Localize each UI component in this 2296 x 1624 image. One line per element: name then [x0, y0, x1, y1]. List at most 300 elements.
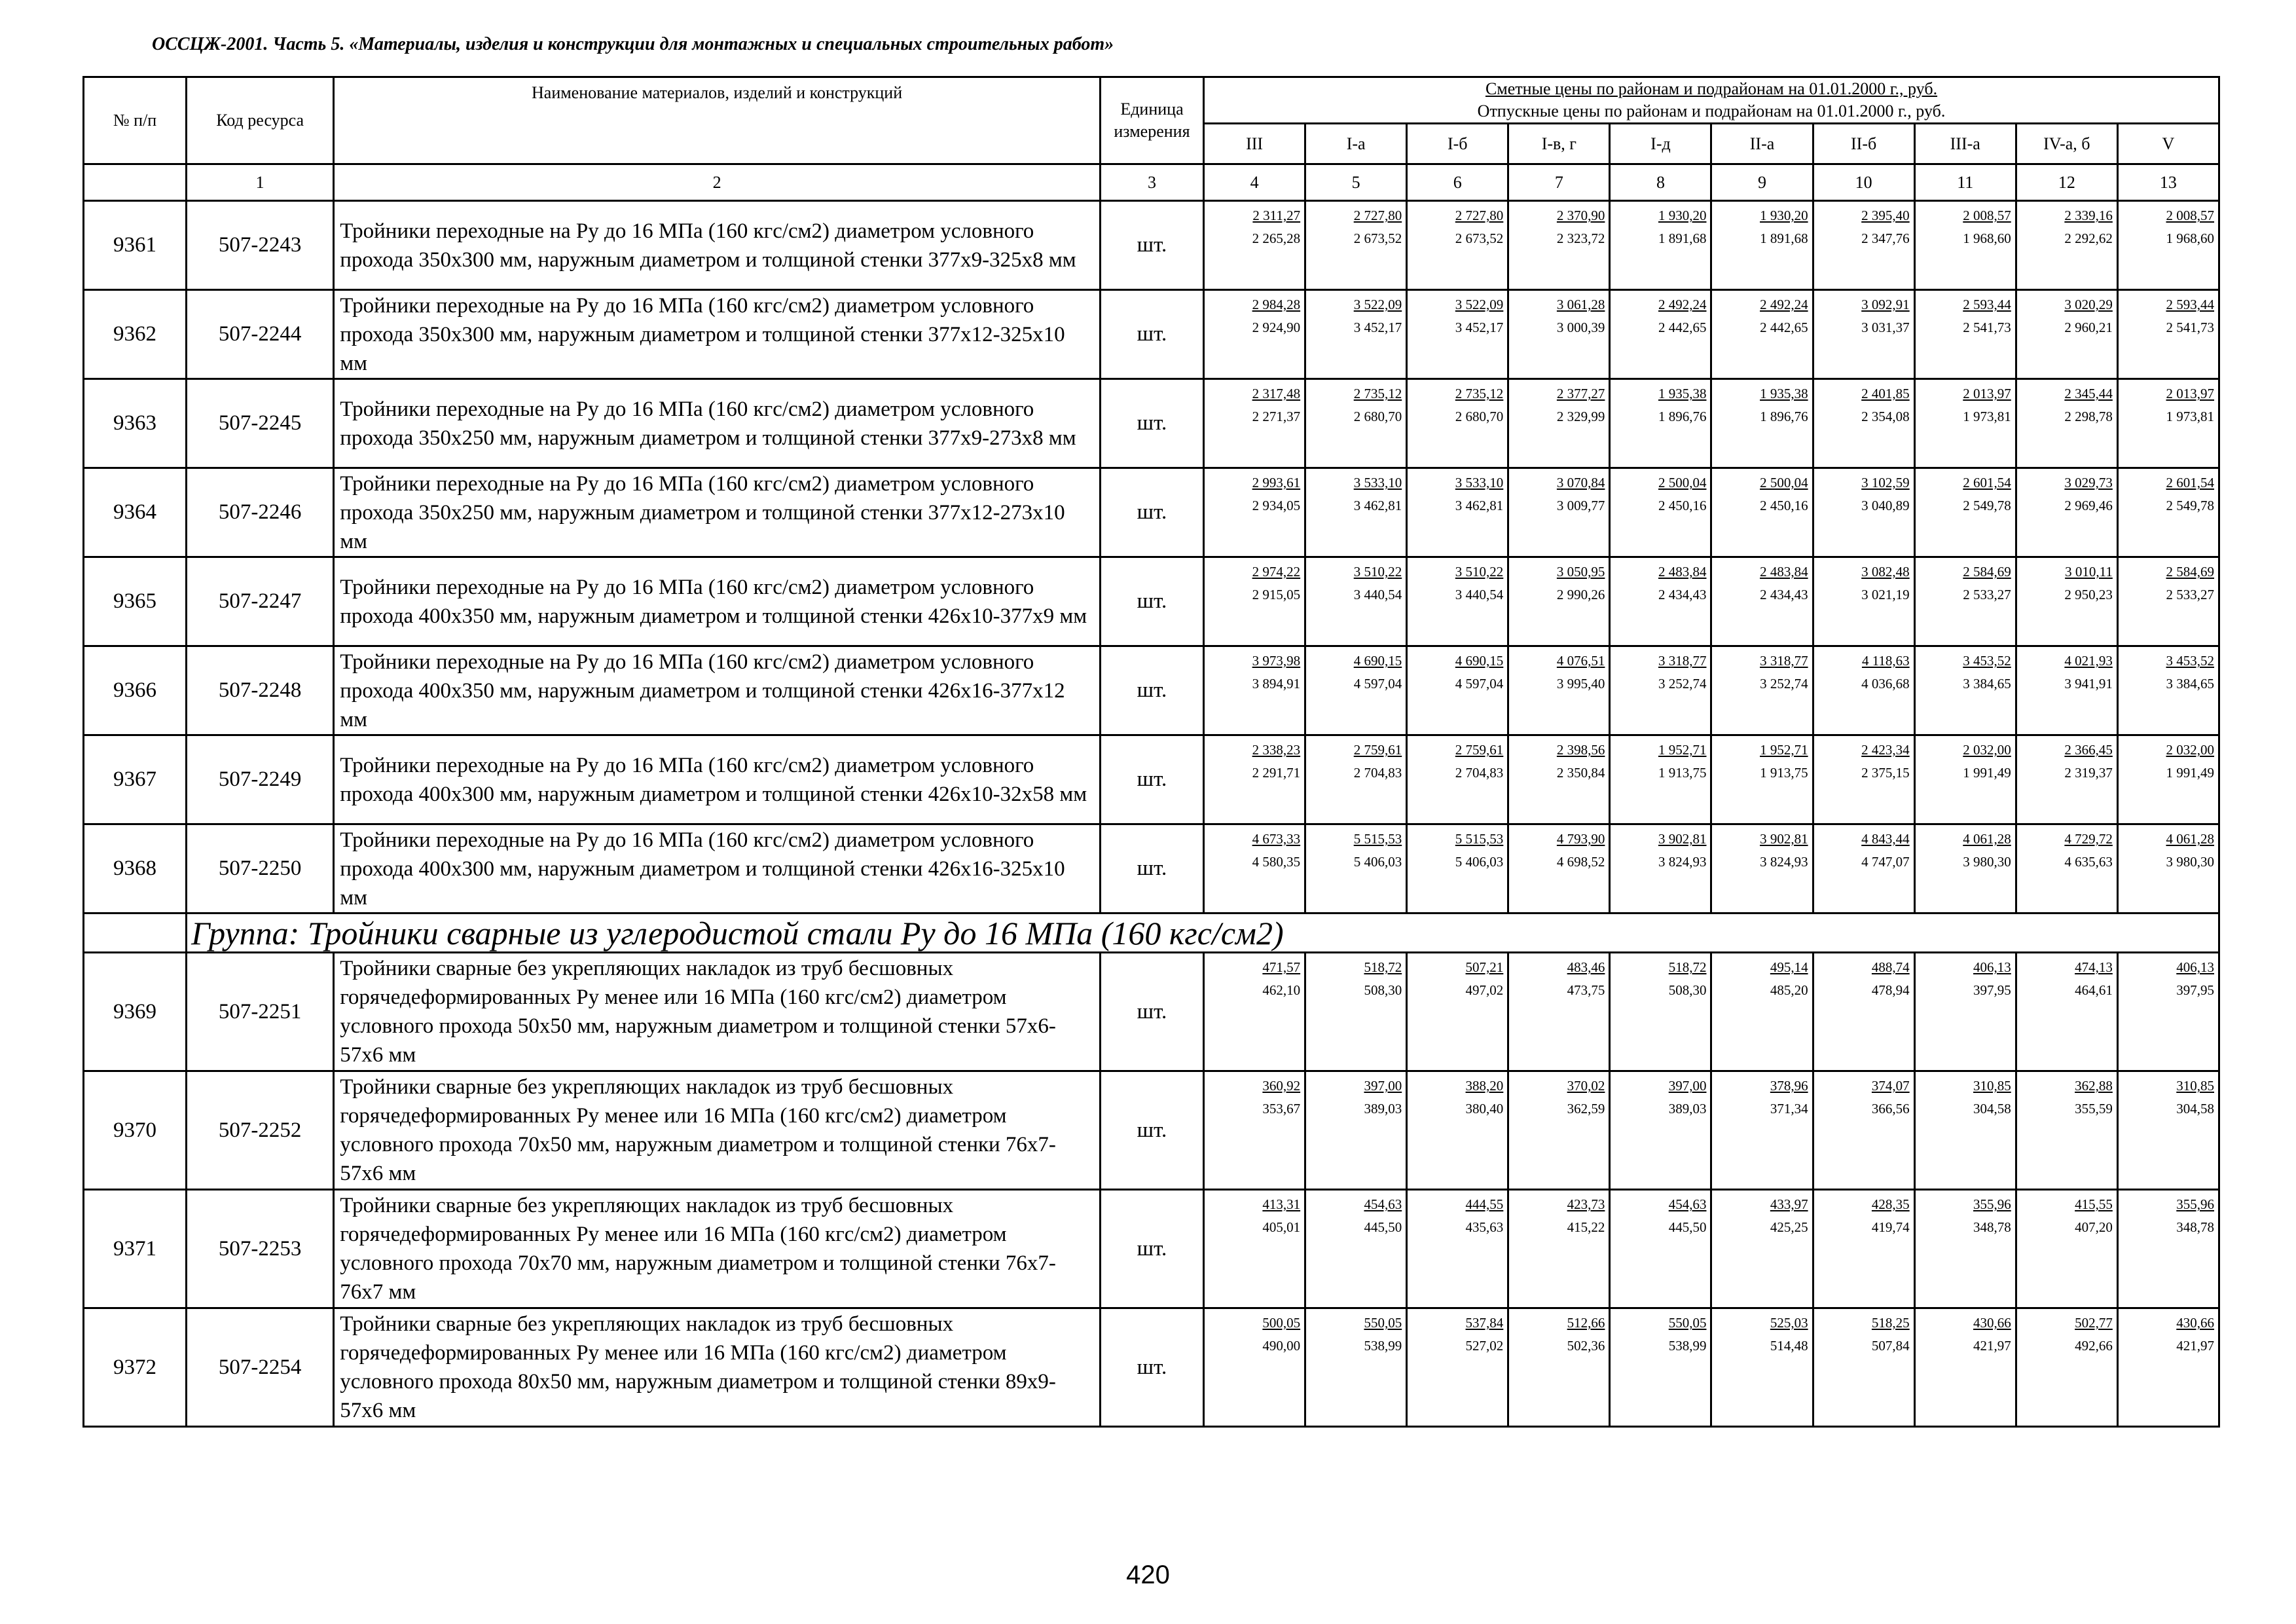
price-cell: [1407, 1190, 1508, 1308]
unit-of-measure: шт.: [1100, 824, 1203, 913]
resource-code: 507-2243: [187, 201, 334, 290]
price-cell: [2117, 735, 2219, 824]
release-price: 2 319,37: [2064, 765, 2113, 781]
estimated-price: 360,92: [1262, 1078, 1301, 1094]
estimated-price: 550,05: [1364, 1315, 1402, 1331]
resource-code: 507-2244: [187, 290, 334, 379]
resource-code: 507-2253: [187, 1190, 334, 1308]
estimated-price: 3 029,73: [2064, 475, 2113, 490]
price-cell: [1914, 735, 2016, 824]
resource-code: 507-2254: [187, 1308, 334, 1427]
estimated-price: 374,07: [1871, 1078, 1910, 1094]
price-cell: [1711, 735, 1813, 824]
estimated-price: 3 533,10: [1455, 475, 1504, 490]
estimated-price: 2 008,57: [2166, 208, 2214, 223]
release-price: 4 635,63: [2064, 854, 2113, 870]
estimated-price: 500,05: [1262, 1315, 1301, 1331]
group-row-empty: [84, 913, 187, 953]
release-price: 2 934,05: [1252, 498, 1301, 513]
release-price: 497,02: [1465, 982, 1504, 998]
release-price: 3 452,17: [1455, 320, 1504, 335]
price-cell: [1305, 953, 1407, 1071]
row-number: 9361: [84, 201, 187, 290]
estimated-price: 4 690,15: [1455, 653, 1504, 669]
price-cell: [1204, 1190, 1305, 1308]
estimated-price: 4 843,44: [1861, 831, 1910, 847]
release-price: 304,58: [2176, 1101, 2214, 1116]
release-price: 3 384,65: [1963, 676, 2011, 692]
release-price: 3 031,37: [1861, 320, 1910, 335]
release-price: 2 924,90: [1252, 320, 1301, 335]
price-cell: [1914, 1190, 2016, 1308]
estimated-price: 483,46: [1567, 959, 1605, 975]
price-cell: [1204, 557, 1305, 646]
price-cell: [1204, 953, 1305, 1071]
row-number: 9370: [84, 1071, 187, 1190]
release-price: 507,84: [1871, 1338, 1910, 1354]
release-price: 1 913,75: [1760, 765, 1808, 781]
release-price: 419,74: [1871, 1219, 1910, 1235]
unit-of-measure: шт.: [1100, 953, 1203, 1071]
price-cell: [1305, 1308, 1407, 1427]
release-price: 1 968,60: [1963, 231, 2011, 246]
estimated-price: 3 318,77: [1658, 653, 1707, 669]
price-cell: [1914, 1308, 2016, 1427]
estimated-price: 310,85: [1973, 1078, 2011, 1094]
estimated-price: 488,74: [1871, 959, 1910, 975]
release-price: 3 462,81: [1353, 498, 1402, 513]
release-price: 2 292,62: [2064, 231, 2113, 246]
region-header: I-д: [1610, 124, 1711, 164]
estimated-price: 454,63: [1364, 1196, 1402, 1212]
price-cell: [1508, 1071, 1610, 1190]
release-price: 366,56: [1871, 1101, 1910, 1116]
release-price: 3 894,91: [1252, 676, 1301, 692]
document-header: ОССЦЖ-2001. Часть 5. «Материалы, изделия и конструкции для монтажных и специальных строительных работ»: [152, 34, 1114, 54]
estimated-price: 3 973,98: [1252, 653, 1301, 669]
price-cell: [2016, 1308, 2117, 1427]
release-price: 1 968,60: [2166, 231, 2214, 246]
table-row: [84, 824, 2219, 913]
release-price: 527,02: [1465, 1338, 1504, 1354]
estimated-price: 406,13: [1973, 959, 2011, 975]
estimated-price: 518,72: [1364, 959, 1402, 975]
estimated-price: 2 601,54: [2166, 475, 2214, 490]
estimated-price: 518,72: [1668, 959, 1707, 975]
resource-code: 507-2247: [187, 557, 334, 646]
row-number: 9369: [84, 953, 187, 1071]
estimated-price: 3 522,09: [1353, 297, 1402, 312]
estimated-price: 474,13: [2075, 959, 2113, 975]
row-number: 9372: [84, 1308, 187, 1427]
estimated-price: 388,20: [1465, 1078, 1504, 1094]
table-row: [84, 1308, 2219, 1427]
price-cell: [2016, 735, 2117, 824]
price-cell: [1813, 1071, 1914, 1190]
estimated-price: 2 366,45: [2064, 742, 2113, 758]
release-price: 473,75: [1567, 982, 1605, 998]
release-price: 415,22: [1567, 1219, 1605, 1235]
price-cell: [1305, 824, 1407, 913]
release-price: 2 541,73: [2166, 320, 2214, 335]
release-price: 2 533,27: [1963, 587, 2011, 602]
release-price: 421,97: [1973, 1338, 2011, 1354]
release-price: 371,34: [1770, 1101, 1808, 1116]
price-cell: [1610, 468, 1711, 557]
release-price: 2 271,37: [1252, 409, 1301, 424]
release-price: 304,58: [1973, 1101, 2011, 1116]
region-header: V: [2117, 124, 2219, 164]
price-header-estimated: Сметные цены по районам и подрайонам на 01.01.2000 г., руб.: [1485, 79, 1938, 98]
estimated-price: 3 318,77: [1760, 653, 1808, 669]
price-cell: [1508, 953, 1610, 1071]
release-price: 508,30: [1668, 982, 1707, 998]
price-cell: [1711, 824, 1813, 913]
col-number-empty: [84, 164, 187, 201]
material-name: Тройники сварные без укрепляющих накладок из труб бесшовных горячедеформированных Ру менее или 16 МПа (160 кгс/см2) диаметром условного прохода 80x50 мм, наружным диаметром и толщиной стенки 89x9-57x6 мм: [334, 1308, 1101, 1427]
price-cell: [1508, 468, 1610, 557]
estimated-price: 4 118,63: [1861, 653, 1910, 669]
column-number: 10: [1813, 164, 1914, 201]
price-cell: [1711, 468, 1813, 557]
column-number: 11: [1914, 164, 2016, 201]
estimated-price: 4 076,51: [1556, 653, 1605, 669]
release-price: 2 673,52: [1353, 231, 1402, 246]
release-price: 355,59: [2075, 1101, 2113, 1116]
estimated-price: 2 377,27: [1556, 386, 1605, 401]
release-price: 4 597,04: [1455, 676, 1504, 692]
release-price: 389,03: [1668, 1101, 1707, 1116]
release-price: 2 990,26: [1556, 587, 1605, 602]
table-row: [84, 953, 2219, 1071]
price-cell: [1914, 953, 2016, 1071]
table-row: [84, 735, 2219, 824]
price-cell: [2016, 468, 2117, 557]
estimated-price: 3 453,52: [2166, 653, 2214, 669]
estimated-price: 433,97: [1770, 1196, 1808, 1212]
price-cell: [1711, 1308, 1813, 1427]
row-number: 9366: [84, 646, 187, 735]
release-price: 1 896,76: [1760, 409, 1808, 424]
price-cell: [2016, 953, 2117, 1071]
row-number: 9368: [84, 824, 187, 913]
estimated-price: 1 930,20: [1658, 208, 1707, 223]
estimated-price: 537,84: [1465, 1315, 1504, 1331]
price-cell: [1610, 1190, 1711, 1308]
release-price: 397,95: [2176, 982, 2214, 998]
estimated-price: 3 020,29: [2064, 297, 2113, 312]
estimated-price: 3 092,91: [1861, 297, 1910, 312]
price-cell: [1914, 201, 2016, 290]
estimated-price: 423,73: [1567, 1196, 1605, 1212]
resource-code: 507-2248: [187, 646, 334, 735]
column-number: 4: [1204, 164, 1305, 201]
estimated-price: 2 727,80: [1455, 208, 1504, 223]
unit-of-measure: шт.: [1100, 468, 1203, 557]
price-cell: [1711, 953, 1813, 1071]
estimated-price: 550,05: [1668, 1315, 1707, 1331]
price-cell: [2117, 557, 2219, 646]
estimated-price: 2 008,57: [1963, 208, 2011, 223]
price-cell: [2117, 379, 2219, 468]
estimated-price: 2 735,12: [1455, 386, 1504, 401]
estimated-price: 507,21: [1465, 959, 1504, 975]
material-name: Тройники сварные без укрепляющих накладок из труб бесшовных горячедеформированных Ру менее или 16 МПа (160 кгс/см2) диаметром условного прохода 70x50 мм, наружным диаметром и толщиной стенки 76x7-57x6 мм: [334, 1071, 1101, 1190]
region-header: II-б: [1813, 124, 1914, 164]
price-cell: [1813, 646, 1914, 735]
estimated-price: 2 032,00: [1963, 742, 2011, 758]
resource-code: 507-2250: [187, 824, 334, 913]
estimated-price: 2 759,61: [1455, 742, 1504, 758]
release-price: 4 747,07: [1861, 854, 1910, 870]
estimated-price: 413,31: [1262, 1196, 1301, 1212]
price-cell: [1610, 1071, 1711, 1190]
price-cell: [1711, 201, 1813, 290]
release-price: 508,30: [1364, 982, 1402, 998]
price-cell: [1407, 1308, 1508, 1427]
price-cell: [1813, 468, 1914, 557]
estimated-price: 2 311,27: [1252, 208, 1301, 223]
price-cell: [1204, 646, 1305, 735]
estimated-price: 370,02: [1567, 1078, 1605, 1094]
price-cell: [1711, 646, 1813, 735]
price-cell: [1508, 201, 1610, 290]
price-cell: [2117, 1308, 2219, 1427]
release-price: 1 973,81: [2166, 409, 2214, 424]
price-cell: [1204, 1071, 1305, 1190]
release-price: 3 452,17: [1353, 320, 1402, 335]
price-cell: [1914, 290, 2016, 379]
estimated-price: 2 483,84: [1760, 564, 1808, 580]
release-price: 2 354,08: [1861, 409, 1910, 424]
region-header: I-б: [1407, 124, 1508, 164]
table-row: [84, 201, 2219, 290]
price-cell: [1305, 646, 1407, 735]
release-price: 2 434,43: [1658, 587, 1707, 602]
estimated-price: 2 395,40: [1861, 208, 1910, 223]
region-header: II-а: [1711, 124, 1813, 164]
release-price: 2 350,84: [1556, 765, 1605, 781]
estimated-price: 406,13: [2176, 959, 2214, 975]
estimated-price: 430,66: [1973, 1315, 2011, 1331]
estimated-price: 3 533,10: [1353, 475, 1402, 490]
release-price: 425,25: [1770, 1219, 1808, 1235]
release-price: 2 680,70: [1455, 409, 1504, 424]
price-cell: [1204, 468, 1305, 557]
row-number: 9363: [84, 379, 187, 468]
price-cell: [1407, 201, 1508, 290]
estimated-price: 4 061,28: [2166, 831, 2214, 847]
estimated-price: 3 902,81: [1658, 831, 1707, 847]
estimated-price: 518,25: [1871, 1315, 1910, 1331]
release-price: 464,61: [2075, 982, 2113, 998]
release-price: 405,01: [1262, 1219, 1301, 1235]
estimated-price: 2 013,97: [2166, 386, 2214, 401]
price-cell: [1305, 290, 1407, 379]
unit-of-measure: шт.: [1100, 290, 1203, 379]
estimated-price: 4 021,93: [2064, 653, 2113, 669]
release-price: 2 323,72: [1556, 231, 1605, 246]
release-price: 2 298,78: [2064, 409, 2113, 424]
price-cell: [1813, 735, 1914, 824]
region-header: I-в, г: [1508, 124, 1610, 164]
price-cell: [1305, 735, 1407, 824]
estimated-price: 2 370,90: [1556, 208, 1605, 223]
col-header-unit: Единица измерения: [1100, 77, 1203, 164]
estimated-price: 362,88: [2075, 1078, 2113, 1094]
estimated-price: 4 673,33: [1252, 831, 1301, 847]
price-cell: [1914, 468, 2016, 557]
release-price: 2 450,16: [1760, 498, 1808, 513]
column-number: 9: [1711, 164, 1813, 201]
price-cell: [1407, 468, 1508, 557]
release-price: 2 541,73: [1963, 320, 2011, 335]
release-price: 2 329,99: [1556, 409, 1605, 424]
material-name: Тройники переходные на Ру до 16 МПа (160 кгс/см2) диаметром условного прохода 350x250 мм, наружным диаметром и толщиной стенки 377x12-273x10 мм: [334, 468, 1101, 557]
estimated-price: 2 492,24: [1658, 297, 1707, 312]
price-cell: [1813, 201, 1914, 290]
price-cell: [1508, 646, 1610, 735]
release-price: 2 673,52: [1455, 231, 1504, 246]
price-cell: [1305, 468, 1407, 557]
release-price: 2 549,78: [1963, 498, 2011, 513]
estimated-price: 415,55: [2075, 1196, 2113, 1212]
column-number: 13: [2117, 164, 2219, 201]
table-row: [84, 646, 2219, 735]
table-row: [84, 1190, 2219, 1308]
release-price: 2 442,65: [1760, 320, 1808, 335]
estimated-price: 525,03: [1770, 1315, 1808, 1331]
unit-of-measure: шт.: [1100, 646, 1203, 735]
release-price: 353,67: [1262, 1101, 1301, 1116]
release-price: 2 291,71: [1252, 765, 1301, 781]
price-cell: [1407, 379, 1508, 468]
estimated-price: 4 793,90: [1556, 831, 1605, 847]
estimated-price: 2 398,56: [1556, 742, 1605, 758]
price-cell: [1204, 735, 1305, 824]
unit-of-measure: шт.: [1100, 557, 1203, 646]
material-name: Тройники переходные на Ру до 16 МПа (160 кгс/см2) диаметром условного прохода 400x350 мм, наружным диаметром и толщиной стенки 426x10-377x9 мм: [334, 557, 1101, 646]
estimated-price: 3 070,84: [1556, 475, 1605, 490]
price-header-release: Отпускные цены по районам и подрайонам на 01.01.2000 г., руб.: [1477, 101, 1946, 120]
release-price: 397,95: [1973, 982, 2011, 998]
price-cell: [1914, 379, 2016, 468]
region-header: IV-а, б: [2016, 124, 2117, 164]
estimated-price: 4 729,72: [2064, 831, 2113, 847]
release-price: 348,78: [2176, 1219, 2214, 1235]
price-cell: [1407, 953, 1508, 1071]
page-number: 420: [1126, 1560, 1170, 1589]
group-row: [84, 913, 2219, 953]
price-cell: [1914, 824, 2016, 913]
estimated-price: 3 061,28: [1556, 297, 1605, 312]
price-cell: [1813, 953, 1914, 1071]
estimated-price: 2 584,69: [1963, 564, 2011, 580]
price-cell: [1610, 824, 1711, 913]
estimated-price: 2 483,84: [1658, 564, 1707, 580]
estimated-price: 3 050,95: [1556, 564, 1605, 580]
price-cell: [1914, 557, 2016, 646]
price-cell: [1407, 646, 1508, 735]
region-header: I-а: [1305, 124, 1407, 164]
column-number: 12: [2016, 164, 2117, 201]
estimated-price: 2 735,12: [1353, 386, 1402, 401]
release-price: 502,36: [1567, 1338, 1605, 1354]
estimated-price: 2 339,16: [2064, 208, 2113, 223]
release-price: 2 533,27: [2166, 587, 2214, 602]
region-header: III-а: [1914, 124, 2016, 164]
price-cell: [1813, 1190, 1914, 1308]
release-price: 492,66: [2075, 1338, 2113, 1354]
estimated-price: 2 601,54: [1963, 475, 2011, 490]
price-cell: [1914, 1071, 2016, 1190]
price-cell: [1305, 1071, 1407, 1190]
price-cell: [1508, 557, 1610, 646]
price-cell: [1610, 290, 1711, 379]
material-name: Тройники сварные без укрепляющих накладок из труб бесшовных горячедеформированных Ру менее или 16 МПа (160 кгс/см2) диаметром условного прохода 50x50 мм, наружным диаметром и толщиной стенки 57x6-57x6 мм: [334, 953, 1101, 1071]
material-name: Тройники переходные на Ру до 16 МПа (160 кгс/см2) диаметром условного прохода 400x300 мм, наружным диаметром и толщиной стенки 426x16-325x10 мм: [334, 824, 1101, 913]
release-price: 2 704,83: [1455, 765, 1504, 781]
price-cell: [1610, 953, 1711, 1071]
estimated-price: 1 952,71: [1760, 742, 1808, 758]
release-price: 1 991,49: [2166, 765, 2214, 781]
material-name: Тройники переходные на Ру до 16 МПа (160 кгс/см2) диаметром условного прохода 400x300 мм, наружным диаметром и толщиной стенки 426x10-32x58 мм: [334, 735, 1101, 824]
release-price: 2 434,43: [1760, 587, 1808, 602]
release-price: 4 580,35: [1252, 854, 1301, 870]
estimated-price: 2 013,97: [1963, 386, 2011, 401]
price-cell: [1508, 824, 1610, 913]
estimated-price: 3 902,81: [1760, 831, 1808, 847]
price-cell: [2016, 824, 2117, 913]
release-price: 3 824,93: [1658, 854, 1707, 870]
release-price: 3 995,40: [1556, 676, 1605, 692]
column-number: 6: [1407, 164, 1508, 201]
release-price: 2 969,46: [2064, 498, 2113, 513]
price-cell: [2117, 824, 2219, 913]
price-cell: [1508, 1190, 1610, 1308]
table-row: [84, 379, 2219, 468]
release-price: 3 980,30: [1963, 854, 2011, 870]
price-cell: [1610, 557, 1711, 646]
release-price: 1 891,68: [1760, 231, 1808, 246]
resource-code: 507-2245: [187, 379, 334, 468]
release-price: 4 698,52: [1556, 854, 1605, 870]
price-cell: [1610, 379, 1711, 468]
price-cell: [1305, 201, 1407, 290]
price-cell: [1508, 1308, 1610, 1427]
release-price: 2 549,78: [2166, 498, 2214, 513]
price-cell: [1711, 379, 1813, 468]
table-row: [84, 468, 2219, 557]
col-header-prices: [1204, 77, 2219, 124]
resource-code: 507-2252: [187, 1071, 334, 1190]
column-number: 3: [1100, 164, 1203, 201]
unit-of-measure: шт.: [1100, 379, 1203, 468]
release-price: 538,99: [1668, 1338, 1707, 1354]
release-price: 445,50: [1364, 1219, 1402, 1235]
estimated-price: 2 593,44: [1963, 297, 2011, 312]
price-cell: [1407, 1071, 1508, 1190]
price-cell: [2016, 1071, 2117, 1190]
release-price: 4 597,04: [1353, 676, 1402, 692]
estimated-price: 2 492,24: [1760, 297, 1808, 312]
estimated-price: 428,35: [1871, 1196, 1910, 1212]
price-cell: [1610, 735, 1711, 824]
release-price: 407,20: [2075, 1219, 2113, 1235]
estimated-price: 3 010,11: [2065, 564, 2113, 580]
resource-code: 507-2249: [187, 735, 334, 824]
release-price: 348,78: [1973, 1219, 2011, 1235]
